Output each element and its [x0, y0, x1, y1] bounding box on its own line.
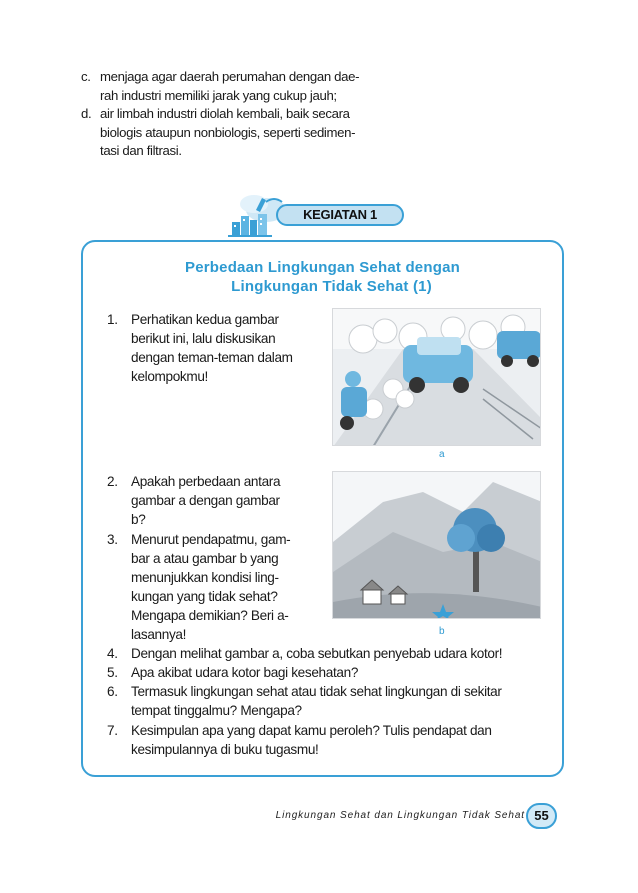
page-number: 55 — [526, 803, 557, 829]
activity-badge: KEGIATAN 1 — [276, 204, 404, 226]
question-text: Perhatikan kedua gambar berikut ini, lalu diskusikan dengan teman-teman dalam kelompokmu! — [131, 312, 293, 384]
activity-panel — [81, 240, 564, 777]
question-text: Apakah perbedaan antara gambar a dengan gambar b? — [131, 474, 281, 527]
running-title: Lingkungan Sehat dan Lingkungan Tidak Sehat — [275, 810, 525, 821]
question-number: 7. — [107, 723, 118, 738]
question-item — [107, 663, 557, 682]
intro-list — [81, 68, 421, 161]
list-text: air limbah industri diolah kembali, baik secara biologis ataupun nonbiologis, seperti sedimen- tasi dan filtrasi. — [100, 106, 356, 159]
question-number: 1. — [107, 312, 118, 327]
question-text: Apa akibat udara kotor bagi kesehatan? — [131, 665, 359, 680]
list-text: menjaga agar daerah perumahan dengan dae- rah industri memiliki jarak yang cukup jauh; — [100, 69, 360, 103]
question-number: 5. — [107, 665, 118, 680]
activity-header — [226, 192, 416, 238]
question-item — [107, 472, 317, 529]
question-text: Kesimpulan apa yang dapat kamu peroleh? Tulis pendapat dan kesimpulannya di buku tugasmu! — [131, 723, 492, 757]
list-marker: d. — [81, 106, 92, 122]
image-caption-b: b — [439, 626, 445, 637]
question-text: Termasuk lingkungan sehat atau tidak sehat lingkungan di sekitar tempat tinggalmu? Mengapa? — [131, 684, 502, 718]
activity-title: Perbedaan Lingkungan Sehat dengan Lingkungan Tidak Sehat (1) — [185, 259, 460, 295]
question-number: 4. — [107, 646, 118, 661]
question-item — [107, 721, 557, 759]
list-item — [81, 105, 421, 161]
question-item — [107, 644, 557, 663]
question-item — [107, 682, 557, 720]
question-text: Dengan melihat gambar a, coba sebutkan penyebab udara kotor! — [131, 646, 503, 661]
polluted-street-illustration — [332, 308, 541, 446]
image-caption-a: a — [439, 449, 445, 460]
question-number: 6. — [107, 684, 118, 699]
question-item — [107, 310, 317, 386]
list-marker: c. — [81, 69, 91, 84]
question-text: Menurut pendapatmu, gam- bar a atau gambar b yang menunjukkan kondisi ling- kungan yang tidak sehat? Mengapa demikian? Beri a- lasannya! — [131, 532, 291, 642]
question-number: 3. — [107, 532, 118, 547]
question-item — [107, 530, 317, 644]
clean-landscape-illustration — [332, 471, 541, 619]
question-number: 2. — [107, 474, 118, 489]
list-item — [81, 68, 421, 105]
